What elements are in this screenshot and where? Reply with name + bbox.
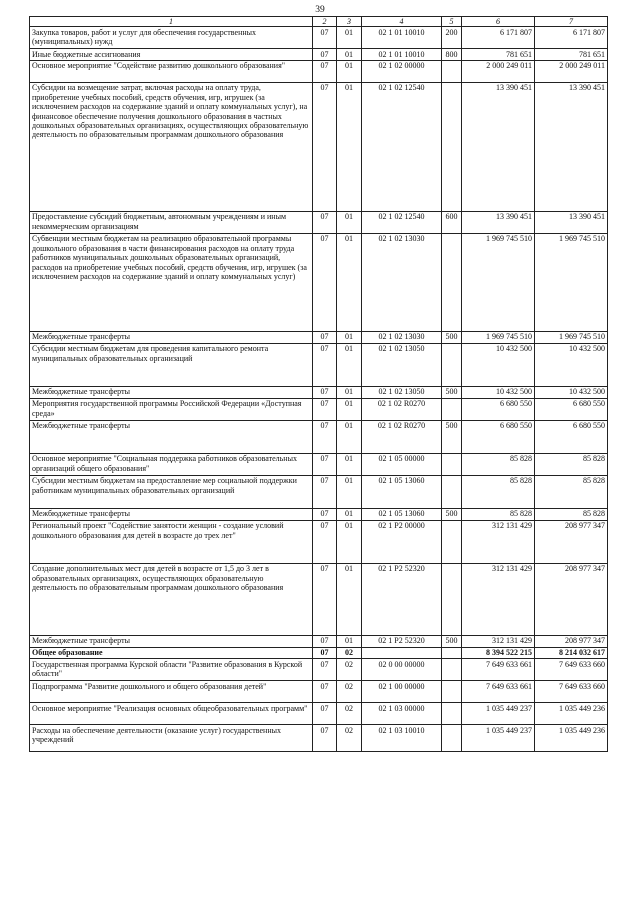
amount-year-2: 13 390 451 [535,211,608,233]
section-code: 07 [313,60,337,82]
amount-year-1: 10 432 500 [462,386,535,398]
amount-year-2: 781 651 [535,49,608,60]
amount-year-1: 1 969 745 510 [462,233,535,331]
amount-year-2: 1 035 449 236 [535,725,608,752]
subsection-code: 01 [337,211,362,233]
expense-type-code: 500 [442,508,462,520]
subsection-code: 01 [337,563,362,635]
table-row [30,343,608,386]
target-item-code: 02 1 05 13060 [362,508,442,520]
amount-year-2: 85 828 [535,453,608,475]
section-code: 07 [313,681,337,703]
target-item-code: 02 1 01 10010 [362,27,442,49]
expense-type-code: 200 [442,27,462,49]
expense-type-code [442,82,462,211]
target-item-code: 02 1 05 13060 [362,475,442,508]
column-number-row [30,17,608,27]
table-row [30,508,608,520]
expense-type-code: 600 [442,211,462,233]
subsection-code: 02 [337,681,362,703]
expense-type-code [442,681,462,703]
row-name: Межбюджетные трансферты [30,508,313,520]
amount-year-2: 208 977 347 [535,563,608,635]
table-row [30,420,608,453]
table-row [30,703,608,725]
subsection-code: 01 [337,233,362,331]
section-code: 07 [313,659,337,681]
amount-year-2: 1 035 449 236 [535,703,608,725]
expense-type-code [442,520,462,563]
amount-year-2: 7 649 633 660 [535,681,608,703]
section-code: 07 [313,49,337,60]
amount-year-1: 7 649 633 661 [462,659,535,681]
target-item-code: 02 1 02 13030 [362,233,442,331]
subsection-code: 01 [337,60,362,82]
amount-year-1: 13 390 451 [462,82,535,211]
target-item-code: 02 1 02 13050 [362,386,442,398]
section-code: 07 [313,453,337,475]
section-code: 07 [313,211,337,233]
expense-type-code [442,60,462,82]
row-name: Региональный проект "Содействие занятости женщин - создание условий дошкольного образования для детей в возрасте до трех лет" [30,520,313,563]
section-code: 07 [313,82,337,211]
expense-type-code: 500 [442,635,462,647]
amount-year-2: 85 828 [535,508,608,520]
row-name: Иные бюджетные ассигнования [30,49,313,60]
column-number: 4 [362,17,442,27]
amount-year-1: 1 969 745 510 [462,331,535,343]
table-row [30,82,608,211]
table-row [30,398,608,420]
row-name: Основное мероприятие "Реализация основных общеобразовательных программ" [30,703,313,725]
subsection-code: 01 [337,27,362,49]
target-item-code: 02 1 02 R0270 [362,420,442,453]
section-code: 07 [313,398,337,420]
amount-year-1: 7 649 633 661 [462,681,535,703]
table-row [30,233,608,331]
amount-year-1: 312 131 429 [462,635,535,647]
subsection-code: 01 [337,82,362,211]
section-code: 07 [313,27,337,49]
target-item-code: 02 1 02 R0270 [362,398,442,420]
amount-year-2: 208 977 347 [535,635,608,647]
row-name: Субвенции местным бюджетам на реализацию образовательной программы дошкольного образования в части финансирования расходов на оплату труда работников муниципальных дошкольных образовательных организаций, расходов на приобретение учебных пособий, средств обучения, игр, игрушек (за исключением расходов на содержание зданий и оплату коммунальных услуг) [30,233,313,331]
target-item-code: 02 1 P2 52320 [362,563,442,635]
amount-year-1: 312 131 429 [462,520,535,563]
table-row [30,475,608,508]
subsection-code: 01 [337,331,362,343]
target-item-code: 02 1 P2 00000 [362,520,442,563]
amount-year-2: 8 214 032 617 [535,647,608,658]
amount-year-1: 85 828 [462,475,535,508]
expense-type-code [442,475,462,508]
amount-year-1: 1 035 449 237 [462,725,535,752]
table-row [30,635,608,647]
table-row [30,331,608,343]
subsection-code: 01 [337,508,362,520]
subsection-code: 01 [337,398,362,420]
amount-year-2: 2 000 249 011 [535,60,608,82]
target-item-code: 02 1 03 00000 [362,703,442,725]
amount-year-1: 312 131 429 [462,563,535,635]
amount-year-2: 10 432 500 [535,386,608,398]
amount-year-2: 10 432 500 [535,343,608,386]
target-item-code: 02 1 02 13030 [362,331,442,343]
amount-year-1: 13 390 451 [462,211,535,233]
row-name: Расходы на обеспечение деятельности (оказание услуг) государственных учреждений [30,725,313,752]
expense-type-code: 800 [442,49,462,60]
target-item-code: 02 1 02 12540 [362,82,442,211]
amount-year-1: 6 680 550 [462,420,535,453]
table-row [30,49,608,60]
expense-type-code [442,725,462,752]
subsection-code: 02 [337,659,362,681]
subsection-code: 01 [337,386,362,398]
table-row [30,386,608,398]
expense-type-code: 500 [442,386,462,398]
row-name: Межбюджетные трансферты [30,420,313,453]
amount-year-1: 10 432 500 [462,343,535,386]
section-code: 07 [313,725,337,752]
amount-year-2: 7 649 633 660 [535,659,608,681]
row-name: Субсидии на возмещение затрат, включая расходы на оплату труда, приобретение учебных пособий, средств обучения, игр, игрушек (за исключением расходов на содержание зданий и оплату коммунальных услуг), на финансовое обеспечение получения дошкольного образования в частных дошкольных образовательных организациях, осуществляющих образовательную деятельность по образовательным программам дошкольного образования [30,82,313,211]
row-name: Общее образование [30,647,313,658]
table-row [30,211,608,233]
expense-type-code [442,703,462,725]
row-name: Межбюджетные трансферты [30,386,313,398]
table-row [30,725,608,752]
subsection-code: 02 [337,703,362,725]
section-code: 07 [313,647,337,658]
amount-year-2: 1 969 745 510 [535,331,608,343]
amount-year-2: 85 828 [535,475,608,508]
target-item-code: 02 1 05 00000 [362,453,442,475]
target-item-code: 02 1 03 10010 [362,725,442,752]
target-item-code [362,647,442,658]
column-number: 5 [442,17,462,27]
row-name: Основное мероприятие "Социальная поддержка работников образовательных организаций общего образования" [30,453,313,475]
subsection-code: 01 [337,453,362,475]
table-row [30,681,608,703]
column-number: 2 [313,17,337,27]
expense-type-code [442,453,462,475]
amount-year-2: 6 680 550 [535,420,608,453]
target-item-code: 02 0 00 00000 [362,659,442,681]
table-row [30,453,608,475]
section-code: 07 [313,233,337,331]
expense-type-code [442,563,462,635]
target-item-code: 02 1 02 12540 [362,211,442,233]
table-row [30,27,608,49]
expense-type-code: 500 [442,331,462,343]
expense-type-code [442,398,462,420]
table-row [30,647,608,658]
expense-type-code: 500 [442,420,462,453]
section-code: 07 [313,331,337,343]
amount-year-2: 6 680 550 [535,398,608,420]
amount-year-2: 208 977 347 [535,520,608,563]
row-name: Подпрограмма "Развитие дошкольного и общего образования детей" [30,681,313,703]
page-number: 39 [315,5,325,15]
table-row [30,520,608,563]
subsection-code: 01 [337,343,362,386]
subsection-code: 01 [337,520,362,563]
target-item-code: 02 1 01 10010 [362,49,442,60]
row-name: Субсидии местным бюджетам на предоставление мер социальной поддержки работникам муниципальных образовательных организаций [30,475,313,508]
section-code: 07 [313,420,337,453]
amount-year-1: 8 394 522 215 [462,647,535,658]
section-code: 07 [313,508,337,520]
subsection-code: 01 [337,49,362,60]
subsection-code: 01 [337,420,362,453]
amount-year-2: 6 171 807 [535,27,608,49]
amount-year-1: 1 035 449 237 [462,703,535,725]
amount-year-1: 85 828 [462,453,535,475]
row-name: Основное мероприятие "Содействие развитию дошкольного образования" [30,60,313,82]
expense-type-code [442,233,462,331]
section-code: 07 [313,520,337,563]
amount-year-2: 1 969 745 510 [535,233,608,331]
section-code: 07 [313,635,337,647]
target-item-code: 02 1 02 13050 [362,343,442,386]
row-name: Мероприятия государственной программы Российской Федерации «Доступная среда» [30,398,313,420]
budget-table [29,16,608,752]
target-item-code: 02 1 P2 52320 [362,635,442,647]
row-name: Субсидии местным бюджетам для проведения капитального ремонта муниципальных образовательных организаций [30,343,313,386]
section-code: 07 [313,475,337,508]
amount-year-1: 6 171 807 [462,27,535,49]
row-name: Межбюджетные трансферты [30,331,313,343]
subsection-code: 02 [337,725,362,752]
amount-year-1: 85 828 [462,508,535,520]
table-row [30,563,608,635]
row-name: Межбюджетные трансферты [30,635,313,647]
subsection-code: 01 [337,475,362,508]
row-name: Предоставление субсидий бюджетным, автономным учреждениям и иным некоммерческим организациям [30,211,313,233]
column-number: 6 [462,17,535,27]
section-code: 07 [313,386,337,398]
amount-year-1: 2 000 249 011 [462,60,535,82]
section-code: 07 [313,343,337,386]
column-number: 7 [535,17,608,27]
subsection-code: 01 [337,635,362,647]
section-code: 07 [313,703,337,725]
section-code: 07 [313,563,337,635]
expense-type-code [442,647,462,658]
expense-type-code [442,659,462,681]
amount-year-1: 781 651 [462,49,535,60]
expense-type-code [442,343,462,386]
target-item-code: 02 1 00 00000 [362,681,442,703]
row-name: Закупка товаров, работ и услуг для обеспечения государственных (муниципальных) нужд [30,27,313,49]
target-item-code: 02 1 02 00000 [362,60,442,82]
table-row [30,60,608,82]
amount-year-2: 13 390 451 [535,82,608,211]
table-row [30,659,608,681]
row-name: Создание дополнительных мест для детей в возрасте от 1,5 до 3 лет в образовательных организациях, осуществляющих образовательную деятельность по образовательным программам дошкольного образования [30,563,313,635]
column-number: 3 [337,17,362,27]
amount-year-1: 6 680 550 [462,398,535,420]
row-name: Государственная программа Курской области "Развитие образования в Курской области" [30,659,313,681]
column-number: 1 [30,17,313,27]
subsection-code: 02 [337,647,362,658]
